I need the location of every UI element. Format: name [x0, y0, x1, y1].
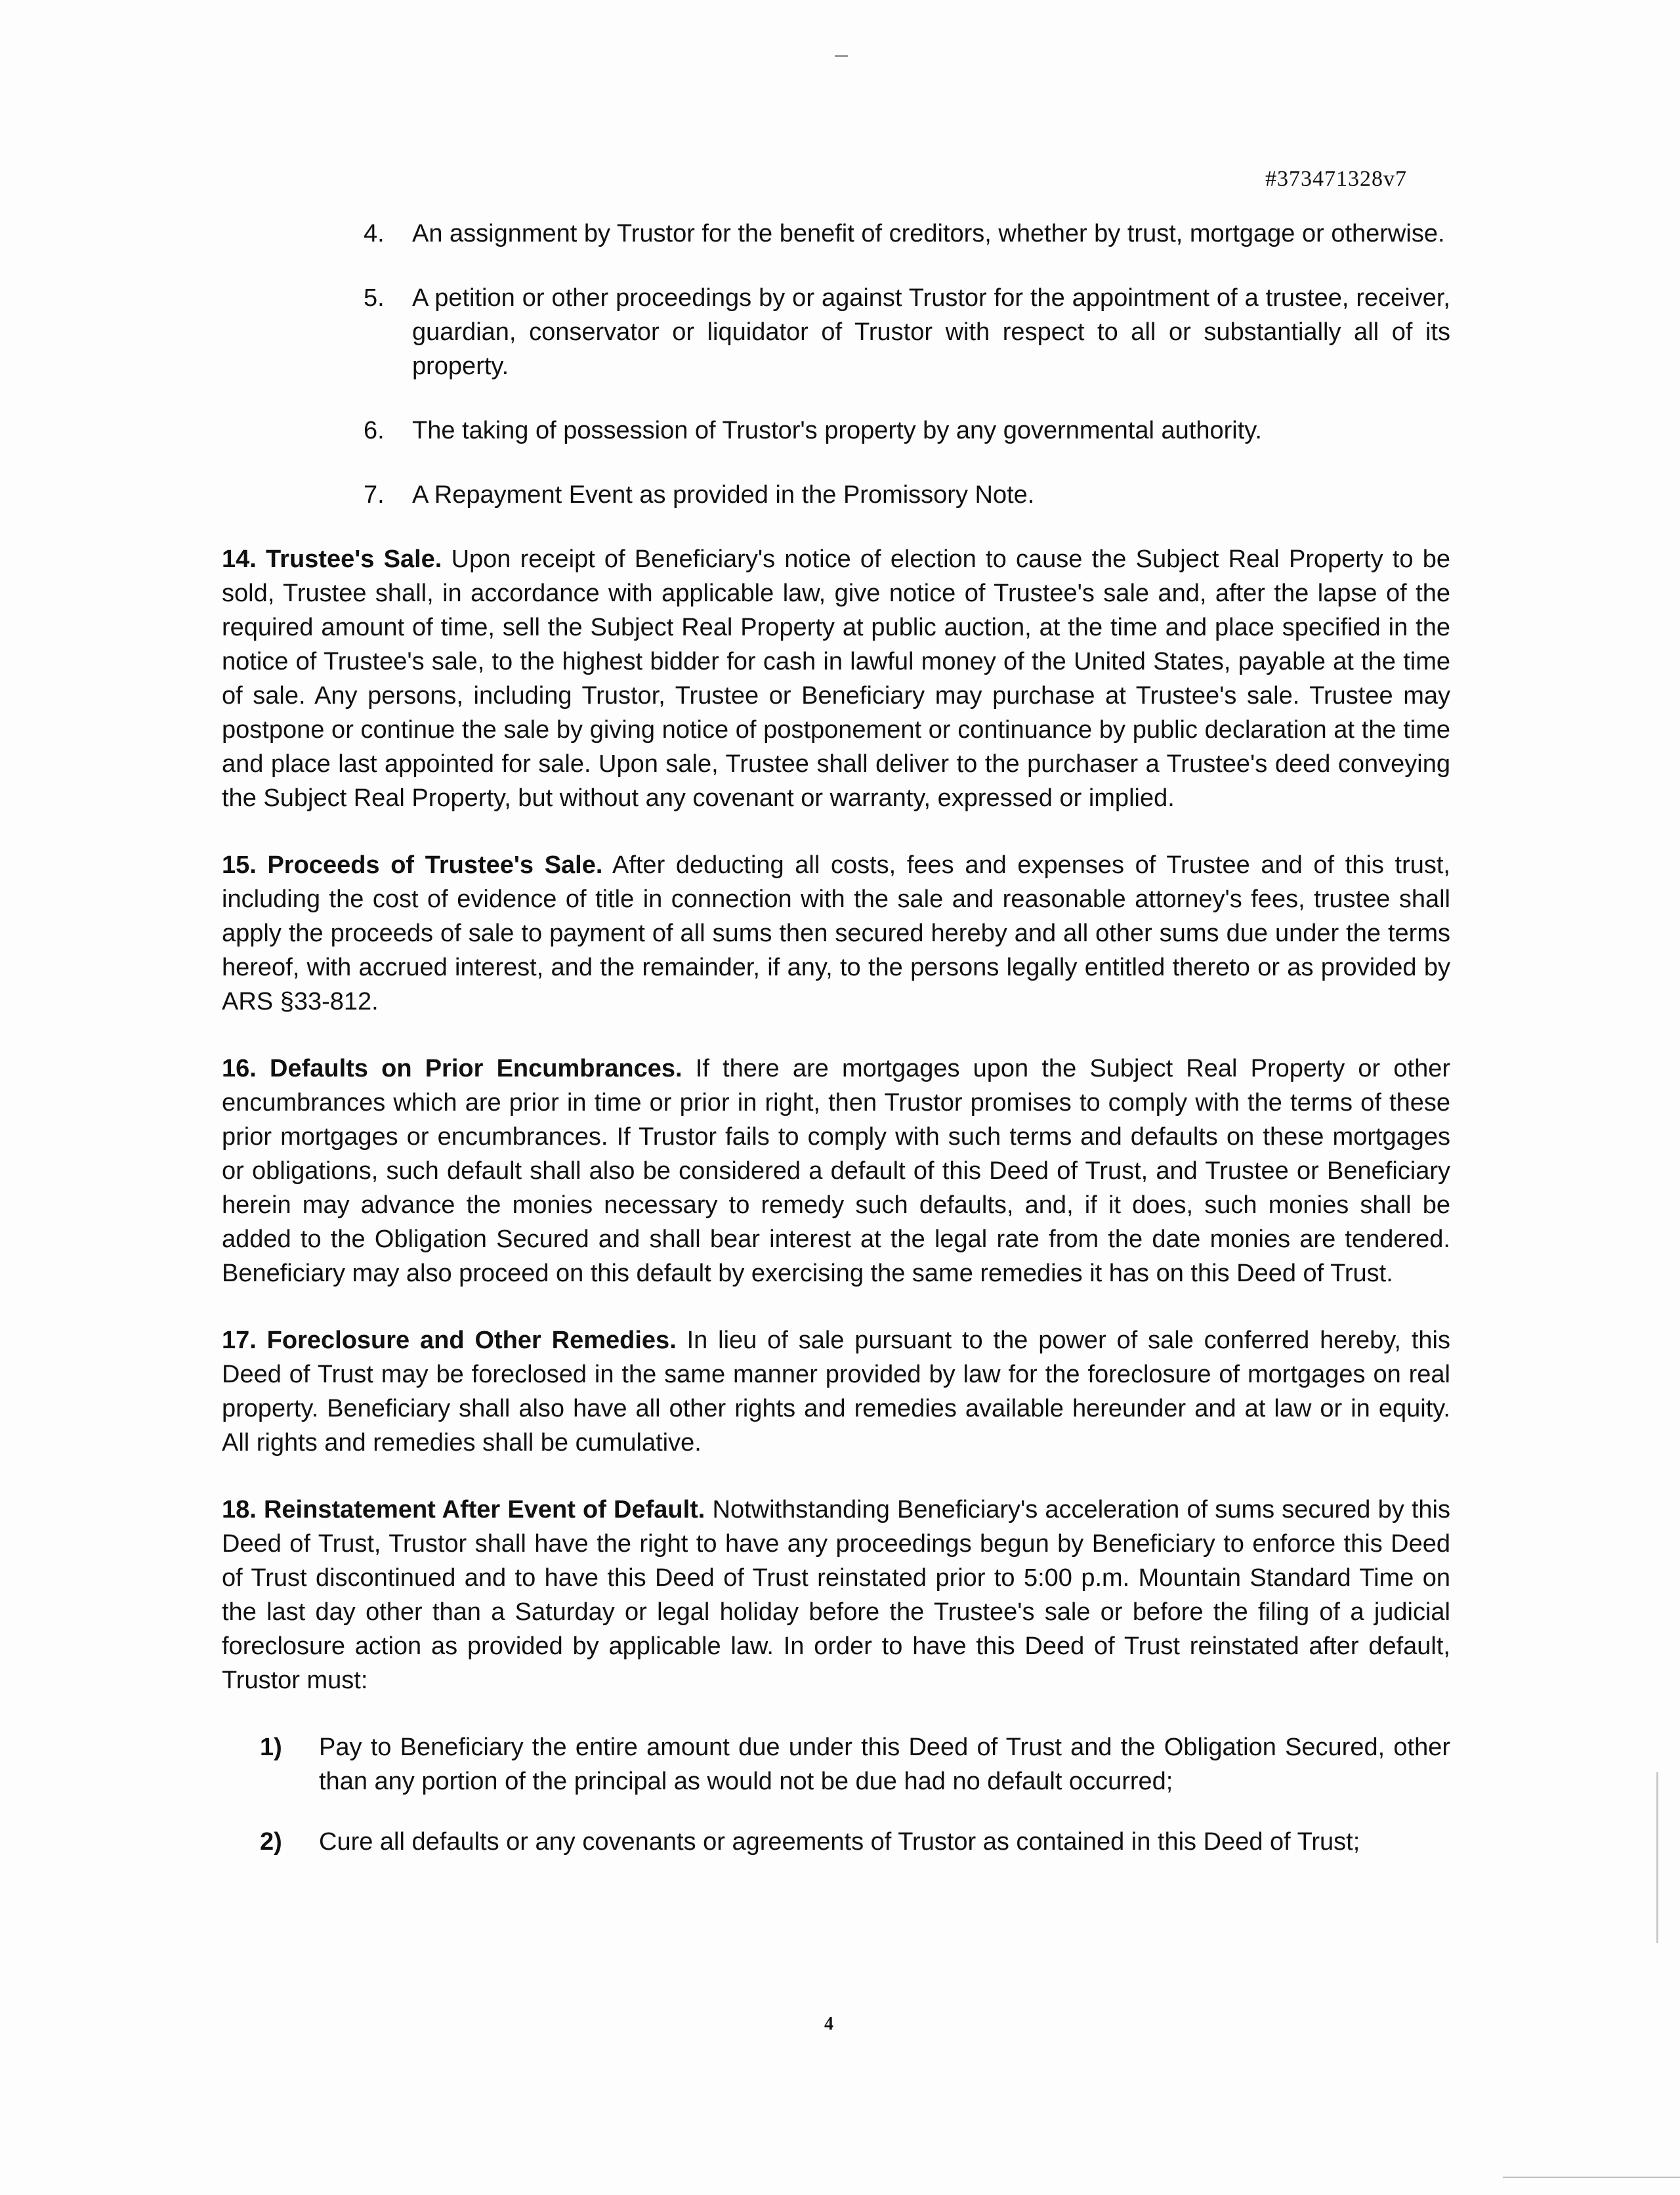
section-heading: 18. Reinstatement After Event of Default. [222, 1496, 705, 1524]
section-prior-encumbrances [222, 1052, 1450, 1290]
list-item [364, 478, 1450, 512]
list-item [364, 414, 1450, 448]
list-item-text: Pay to Beneficiary the entire amount due under this Deed of Trust and the Obligation Secured, other than any portion of the principal as would not be due had no default occurred; [319, 1734, 1450, 1795]
list-marker: 5. [364, 284, 385, 312]
list-item-text: A Repayment Event as provided in the Promissory Note. [412, 481, 1035, 509]
section-heading: 17. Foreclosure and Other Remedies. [222, 1327, 677, 1354]
section-text: In lieu of sale pursuant to the power of sale conferred hereby, this Deed of Trust may be foreclosed in the same manner provided by law for the foreclosure of mortgages on real property. Beneficiary shall also have all other rights and remedies available hereunder and at law or in equity. All rights and remedies shall be cumulative. [222, 1327, 1450, 1457]
section-reinstatement [222, 1493, 1450, 1697]
list-item [260, 1825, 1450, 1859]
section-foreclosure [222, 1323, 1450, 1460]
list-marker: 1) [260, 1734, 282, 1761]
list-item-text: Cure all defaults or any covenants or agreements of Trustor as contained in this Deed of Trust; [319, 1828, 1360, 1856]
document-body [222, 217, 1450, 1885]
page-number: 4 [824, 2014, 833, 2034]
section-trustees-sale [222, 542, 1450, 815]
scan-artifact [1656, 1772, 1658, 1943]
section-proceeds [222, 848, 1450, 1019]
section-text: Notwithstanding Beneficiary's acceleration of sums secured by this Deed of Trust, Trustor shall have the right to have any proceedings begun by Beneficiary to enforce this Deed of Trust discontinued and to have this Deed of Trust reinstated prior to 5:00 p.m. Mountain Standard Time on the last day other than a Saturday or legal holiday before the Trustee's sale or before the filing of a judicial foreclosure action as provided by applicable law. In order to have this Deed of Trust reinstated after default, Trustor must: [222, 1496, 1450, 1694]
list-marker: 6. [364, 417, 385, 444]
section-heading: 14. Trustee's Sale. [222, 545, 442, 573]
scan-artifact [1503, 2177, 1680, 2178]
list-item-text: An assignment by Trustor for the benefit of creditors, whether by trust, mortgage or otherwise. [412, 220, 1445, 247]
list-item-text: The taking of possession of Trustor's property by any governmental authority. [412, 417, 1262, 444]
list-marker: 2) [260, 1828, 282, 1856]
list-marker: 4. [364, 220, 385, 247]
scan-artifact [835, 55, 848, 57]
list-item-text: A petition or other proceedings by or against Trustor for the appointment of a trustee, receiver, guardian, conservator or liquidator of Trustor with respect to all or substantially all of its property. [412, 284, 1450, 380]
section-text: Upon receipt of Beneficiary's notice of election to cause the Subject Real Property to be sold, Trustee shall, in accordance with applicable law, give notice of Trustee's sale and, after the lapse of the required amount of time, sell the Subject Real Property at public auction, at the time and place specified in the notice of Trustee's sale, to the highest bidder for cash in lawful money of the United States, payable at the time of sale. Any persons, including Trustor, Trustee or Beneficiary may purchase at Trustee's sale. Trustee may postpone or continue the sale by giving notice of postponement or continuance by public declaration at the time and place last appointed for sale. Upon sale, Trustee shall deliver to the purchaser a Trustee's deed conveying the Subject Real Property, but without any covenant or warranty, expressed or implied. [222, 545, 1450, 812]
section-text: After deducting all costs, fees and expenses of Trustee and of this trust, including the cost of evidence of title in connection with the sale and reasonable attorney's fees, trustee shall apply the proceeds of sale to payment of all sums then secured hereby and all other sums due under the terms hereof, with accrued interest, and the remainder, if any, to the persons legally entitled thereto or as provided by ARS §33-812. [222, 851, 1450, 1015]
document-id: #373471328v7 [1265, 167, 1407, 191]
list-marker: 7. [364, 481, 385, 509]
section-heading: 16. Defaults on Prior Encumbrances. [222, 1055, 682, 1082]
list-item [364, 281, 1450, 383]
list-item [260, 1730, 1450, 1799]
list-item [364, 217, 1450, 251]
reinstatement-list [222, 1730, 1450, 1859]
section-text: If there are mortgages upon the Subject Real Property or other encumbrances which are prior in time or prior in right, then Trustor promises to comply with the terms of these prior mortgages or encumbrances. If Trustor fails to comply with such terms and defaults on these mortgages or obligations, such default shall also be considered a default of this Deed of Trust, and Trustee or Beneficiary herein may advance the monies necessary to remedy such defaults, and, if it does, such monies shall be added to the Obligation Secured and shall bear interest at the legal rate from the date monies are tendered. Beneficiary may also proceed on this default by exercising the same remedies it has on this Deed of Trust. [222, 1055, 1450, 1287]
section-heading: 15. Proceeds of Trustee's Sale. [222, 851, 603, 879]
numbered-list [222, 217, 1450, 512]
